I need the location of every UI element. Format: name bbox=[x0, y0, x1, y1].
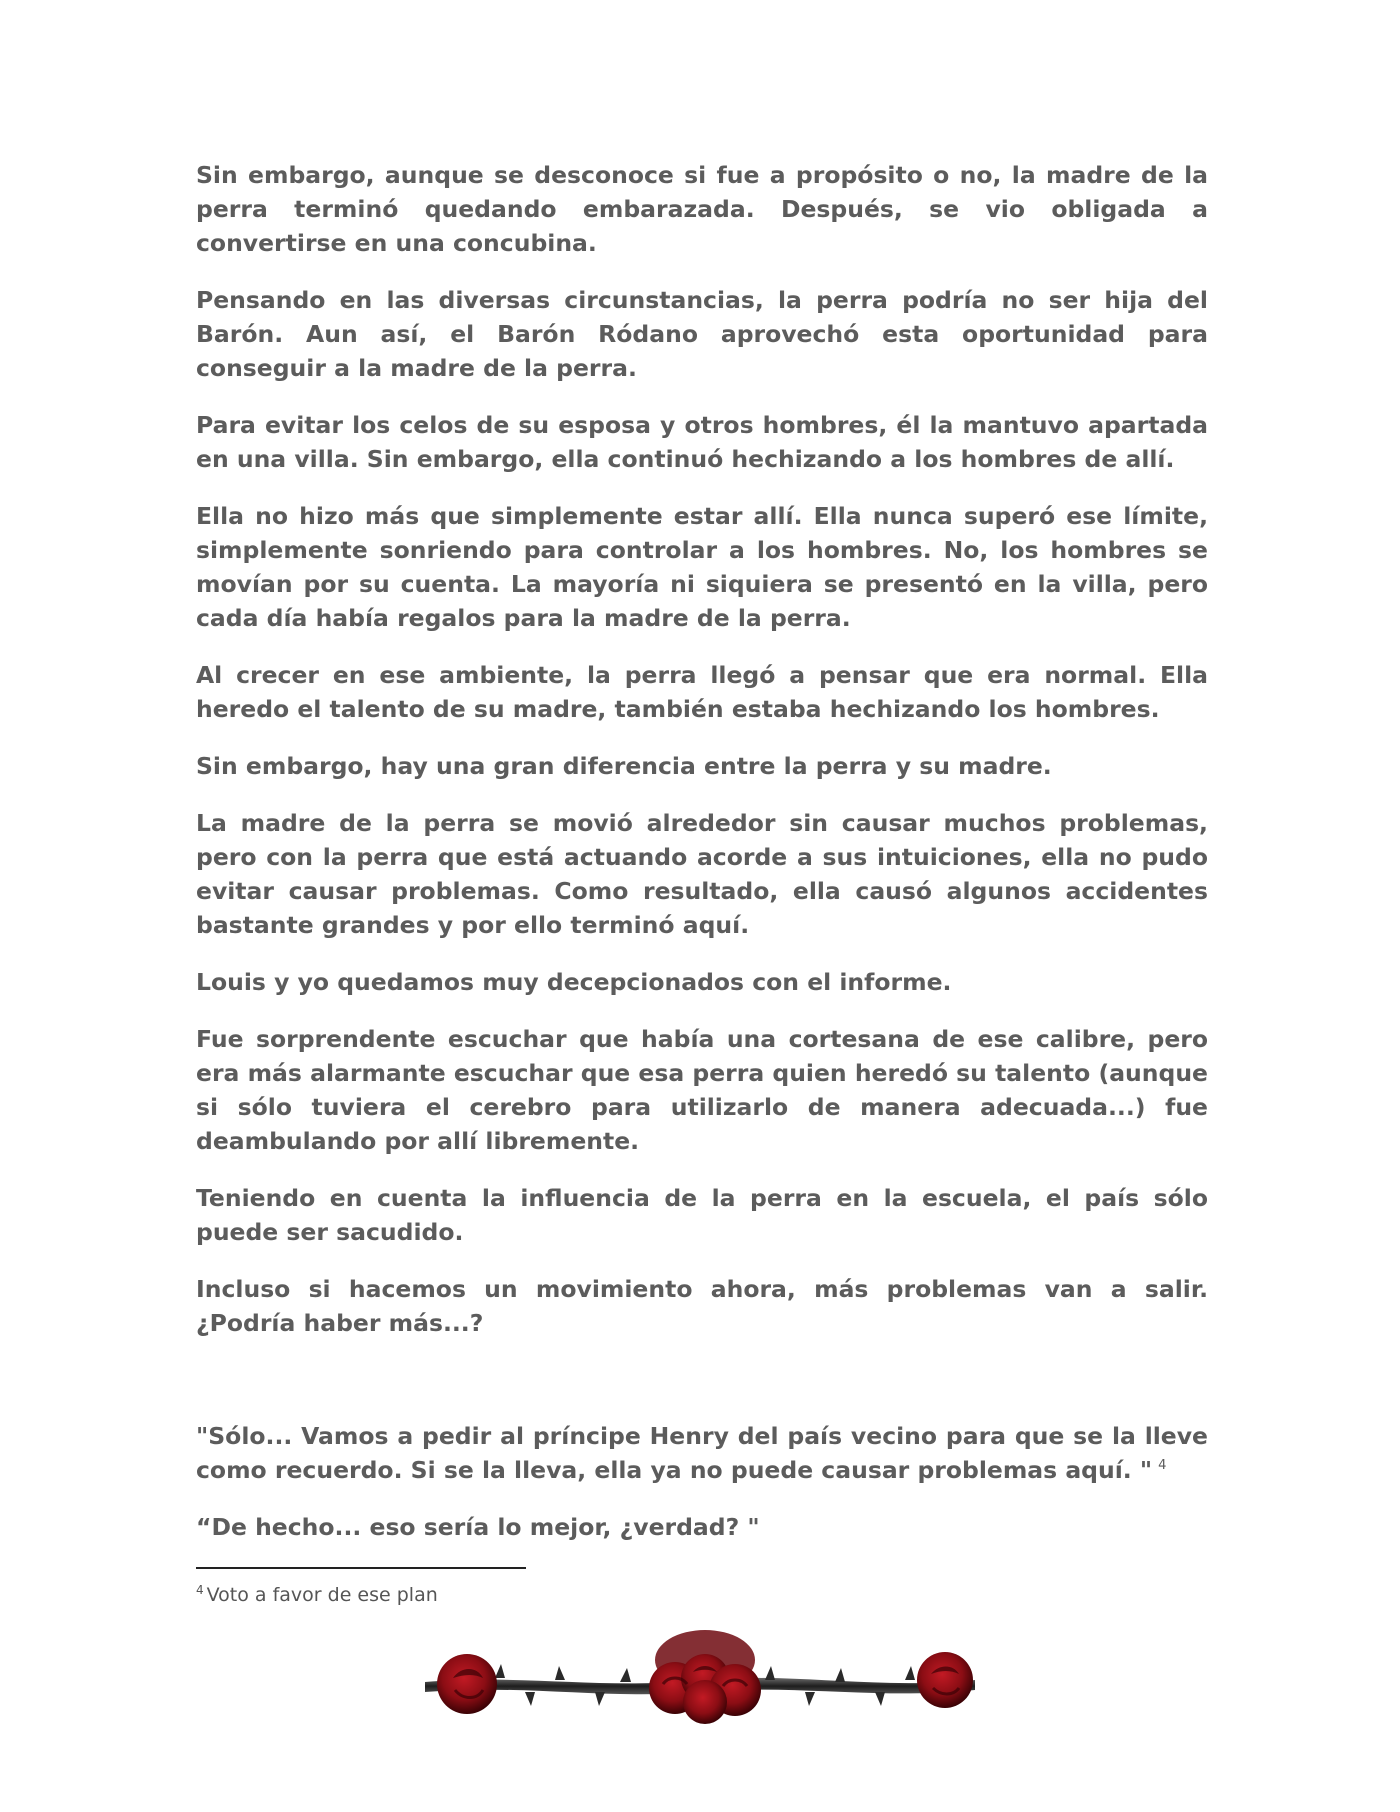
paragraph-3: Para evitar los celos de su esposa y otros hombres, él la mantuvo apartada en una villa. Sin embargo, ella continuó hechizando a los hombres de allí. bbox=[196, 411, 1208, 473]
dialogue-line-1 bbox=[196, 1419, 1208, 1487]
paragraph-11: Incluso si hacemos un movimiento ahora, más problemas van a salir. ¿Podría haber más...? bbox=[196, 1275, 1208, 1337]
footnote-text: Voto a favor de ese plan bbox=[206, 1584, 438, 1606]
dialogue-line-1-text: "Sólo... Vamos a pedir al príncipe Henry del país vecino para que se la lleve como recuerdo. Si se la lleva, ella ya no puede causar problemas aquí. " bbox=[196, 1422, 1208, 1484]
rose-cluster-icon bbox=[649, 1630, 761, 1724]
paragraph-1: Sin embargo, aunque se desconoce si fue a propósito o no, la madre de la perra terminó quedando embarazada. Después, se vio obligada a convertirse en una concubina. bbox=[196, 161, 1208, 257]
footnote-reference[interactable]: 4 bbox=[1158, 1458, 1167, 1474]
paragraph-6: Sin embargo, hay una gran diferencia entre la perra y su madre. bbox=[196, 752, 1052, 780]
paragraph-4: Ella no hizo más que simplemente estar allí. Ella nunca superó ese límite, simplemente sonriendo para controlar a los hombres. No, los hombres se movían por su cuenta. La mayoría ni siquiera se presentó en la villa, pero cada día había regalos para la madre de la perra. bbox=[196, 502, 1208, 632]
rose-thorn-divider-icon bbox=[405, 1620, 995, 1730]
paragraph-8: Louis y yo quedamos muy decepcionados con el informe. bbox=[196, 968, 952, 996]
footnote-number: 4 bbox=[196, 1582, 204, 1597]
footnote-separator bbox=[196, 1567, 526, 1569]
rose-right-icon bbox=[917, 1652, 973, 1708]
dialogue-line-2: “De hecho... eso sería lo mejor, ¿verdad? " bbox=[196, 1513, 760, 1541]
paragraph-10: Teniendo en cuenta la influencia de la perra en la escuela, el país sólo puede ser sacudido. bbox=[196, 1184, 1208, 1246]
paragraph-2: Pensando en las diversas circunstancias, la perra podría no ser hija del Barón. Aun así, el Barón Ródano aprovechó esta oportunidad para conseguir a la madre de la perra. bbox=[196, 286, 1208, 382]
body-text bbox=[196, 158, 1208, 1567]
footnote bbox=[196, 1582, 438, 1608]
paragraph-5: Al crecer en ese ambiente, la perra llegó a pensar que era normal. Ella heredo el talento de su madre, también estaba hechizando los hombres. bbox=[196, 661, 1208, 723]
paragraph-7: La madre de la perra se movió alrededor sin causar muchos problemas, pero con la perra que está actuando acorde a sus intuiciones, ella no pudo evitar causar problemas. Como resultado, ella causó algunos accidentes bastante grandes y por ello terminó aquí. bbox=[196, 809, 1208, 939]
paragraph-9: Fue sorprendente escuchar que había una cortesana de ese calibre, pero era más alarmante escuchar que esa perra quien heredó su talento (aunque si sólo tuviera el cerebro para utilizarlo de manera adecuada...) fue deambulando por allí libremente. bbox=[196, 1025, 1208, 1155]
rose-left-icon bbox=[437, 1654, 497, 1714]
